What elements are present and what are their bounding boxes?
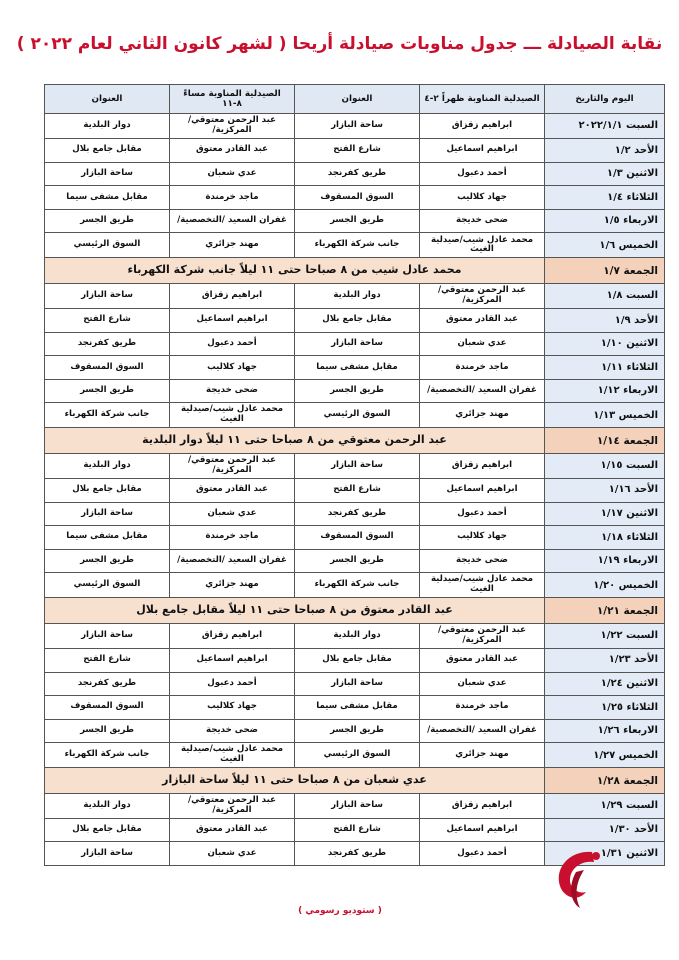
row-date: الاثنين ١/١٠ [545, 332, 665, 356]
noon-pharmacy-cell: غفران السعيد /التخصصية/ [420, 379, 545, 403]
noon-pharmacy-cell: مهند جزائري [420, 403, 545, 428]
noon-address-cell: طريق الجسر [295, 549, 420, 573]
row-date: الأحد ١/٢٣ [545, 648, 665, 672]
table-row [45, 114, 665, 139]
table-header-row [45, 85, 665, 114]
header-noon-pharmacy: الصيدلية المناوبة ظهراً ٢-٤ [420, 85, 545, 114]
row-date: الثلاثاء ١/٤ [545, 186, 665, 210]
evening-pharmacy-cell: ابراهيم زقزاق [170, 623, 295, 648]
noon-pharmacy-cell: غفران السعيد /التخصصية/ [420, 719, 545, 743]
header-evening-address: العنوان [45, 85, 170, 114]
row-date: الخميس ١/٢٠ [545, 573, 665, 598]
evening-pharmacy-cell: جهاد كلاليب [170, 356, 295, 380]
evening-address-cell: شارع الفتح [45, 648, 170, 672]
table-row [45, 696, 665, 720]
header-date: اليوم والتاريخ [545, 85, 665, 114]
evening-address-cell: شارع الفتح [45, 308, 170, 332]
noon-pharmacy-cell: عدي شعبان [420, 332, 545, 356]
friday-duty-text: محمد عادل شيب من ٨ صباحا حتى ١١ ليلاً جانب شركة الكهرباء [45, 258, 545, 284]
evening-address-cell: ساحة البازار [45, 502, 170, 526]
evening-pharmacy-cell: عبد الرحمن معتوقي/المركزية/ [170, 793, 295, 818]
noon-pharmacy-cell: جهاد كلاليب [420, 526, 545, 550]
noon-address-cell: طريق الجسر [295, 379, 420, 403]
noon-pharmacy-cell: ابراهيم زقزاق [420, 114, 545, 139]
noon-pharmacy-cell: ابراهيم اسماعيل [420, 478, 545, 502]
noon-address-cell: السوق الرئيسي [295, 403, 420, 428]
row-date: السبت ١/٢٢ [545, 623, 665, 648]
noon-address-cell: طريق كفرنجد [295, 842, 420, 866]
noon-pharmacy-cell: ابراهيم اسماعيل [420, 139, 545, 163]
noon-address-cell: مقابل مشفى سيما [295, 356, 420, 380]
row-date: الأحد ١/٩ [545, 308, 665, 332]
evening-pharmacy-cell: ضحى خديجة [170, 379, 295, 403]
evening-pharmacy-cell: أحمد دعبول [170, 332, 295, 356]
row-date: الاربعاء ١/١٩ [545, 549, 665, 573]
evening-pharmacy-cell: محمد عادل شيب/صيدلية الغيث [170, 743, 295, 768]
noon-address-cell: طريق كفرنجد [295, 502, 420, 526]
noon-address-cell: طريق كفرنجد [295, 162, 420, 186]
evening-address-cell: ساحة البازار [45, 623, 170, 648]
noon-address-cell: السوق الرئيسي [295, 743, 420, 768]
evening-address-cell: مقابل مشفى سيما [45, 526, 170, 550]
friday-row [45, 258, 665, 284]
noon-pharmacy-cell: عبد الرحمن معتوقي/المركزية/ [420, 623, 545, 648]
noon-pharmacy-cell: ابراهيم زقزاق [420, 793, 545, 818]
row-date: الاثنين ١/٣ [545, 162, 665, 186]
table-row [45, 356, 665, 380]
row-date: الاربعاء ١/٥ [545, 209, 665, 233]
table-row [45, 186, 665, 210]
evening-address-cell: السوق الرئيسي [45, 573, 170, 598]
noon-address-cell: شارع الفتح [295, 818, 420, 842]
noon-pharmacy-cell: ضحى خديجة [420, 209, 545, 233]
evening-pharmacy-cell: ضحى خديجة [170, 719, 295, 743]
noon-address-cell: ساحة البازار [295, 793, 420, 818]
noon-pharmacy-cell: أحمد دعبول [420, 502, 545, 526]
noon-address-cell: جانب شركة الكهرباء [295, 573, 420, 598]
evening-pharmacy-cell: عدي شعبان [170, 502, 295, 526]
row-date: السبت ٢٠٢٢/١/١ [545, 114, 665, 139]
schedule-body [45, 114, 665, 866]
row-date: الثلاثاء ١/١٨ [545, 526, 665, 550]
friday-row [45, 768, 665, 794]
table-row [45, 672, 665, 696]
friday-duty-text: عبد الرحمن معتوقي من ٨ صباحا حتى ١١ ليلاً دوار البلدية [45, 428, 545, 454]
table-row [45, 793, 665, 818]
table-row [45, 648, 665, 672]
evening-address-cell: مقابل جامع بلال [45, 478, 170, 502]
evening-pharmacy-cell: عبد القادر معتوق [170, 139, 295, 163]
evening-address-cell: طريق كفرنجد [45, 672, 170, 696]
noon-address-cell: مقابل مشفى سيما [295, 696, 420, 720]
noon-address-cell: طريق الجسر [295, 209, 420, 233]
noon-address-cell: دوار البلدية [295, 283, 420, 308]
evening-pharmacy-cell: ابراهيم اسماعيل [170, 308, 295, 332]
table-row [45, 308, 665, 332]
row-date: الخميس ١/٦ [545, 233, 665, 258]
evening-address-cell: دوار البلدية [45, 793, 170, 818]
table-row [45, 283, 665, 308]
studio-logo-icon [540, 842, 614, 916]
evening-address-cell: جانب شركة الكهرباء [45, 743, 170, 768]
header-noon-address: العنوان [295, 85, 420, 114]
evening-address-cell: طريق كفرنجد [45, 332, 170, 356]
noon-pharmacy-cell: أحمد دعبول [420, 842, 545, 866]
evening-address-cell: مقابل جامع بلال [45, 139, 170, 163]
noon-pharmacy-cell: محمد عادل شيب/صيدلية الغيث [420, 573, 545, 598]
table-row [45, 332, 665, 356]
header-evening-pharmacy: الصيدلية المناوبة مساءً ٨-١١ [170, 85, 295, 114]
noon-pharmacy-cell: أحمد دعبول [420, 162, 545, 186]
evening-address-cell: ساحة البازار [45, 283, 170, 308]
table-row [45, 743, 665, 768]
evening-address-cell: مقابل جامع بلال [45, 818, 170, 842]
noon-pharmacy-cell: عبد القادر معتوق [420, 648, 545, 672]
row-date: الثلاثاء ١/١١ [545, 356, 665, 380]
row-date: السبت ١/٨ [545, 283, 665, 308]
row-date: الخميس ١/٢٧ [545, 743, 665, 768]
evening-pharmacy-cell: ابراهيم اسماعيل [170, 648, 295, 672]
row-date: الخميس ١/١٣ [545, 403, 665, 428]
evening-pharmacy-cell: ماجد خرمندة [170, 526, 295, 550]
noon-pharmacy-cell: ماجد خرمندة [420, 696, 545, 720]
table-row [45, 526, 665, 550]
page-title: نقابة الصيادلة ـــ جدول مناوبات صيادلة أريحا ( لشهر كانون الثاني لعام ٢٠٢٢ ) [16, 34, 663, 54]
row-date: الاربعاء ١/٢٦ [545, 719, 665, 743]
evening-pharmacy-cell: مهند جزائري [170, 573, 295, 598]
table-row [45, 502, 665, 526]
noon-address-cell: السوق المسقوف [295, 186, 420, 210]
table-row [45, 403, 665, 428]
evening-address-cell: مقابل مشفى سيما [45, 186, 170, 210]
evening-address-cell: طريق الجسر [45, 549, 170, 573]
noon-address-cell: مقابل جامع بلال [295, 648, 420, 672]
noon-address-cell: شارع الفتح [295, 139, 420, 163]
row-date: الأحد ١/٣٠ [545, 818, 665, 842]
noon-pharmacy-cell: جهاد كلاليب [420, 186, 545, 210]
evening-address-cell: ساحة البازار [45, 842, 170, 866]
table-row [45, 478, 665, 502]
noon-pharmacy-cell: عدي شعبان [420, 672, 545, 696]
evening-pharmacy-cell: عبد الرحمن معتوقي/المركزية/ [170, 114, 295, 139]
friday-row [45, 598, 665, 624]
noon-address-cell: طريق الجسر [295, 719, 420, 743]
row-date: الاثنين ١/١٧ [545, 502, 665, 526]
row-date: الجمعة ١/٢٨ [545, 768, 665, 794]
evening-pharmacy-cell: غفران السعيد /التخصصية/ [170, 549, 295, 573]
table-row [45, 162, 665, 186]
table-row [45, 453, 665, 478]
table-row [45, 233, 665, 258]
evening-pharmacy-cell: عدي شعبان [170, 842, 295, 866]
noon-pharmacy-cell: عبد القادر معتوق [420, 308, 545, 332]
evening-address-cell: طريق الجسر [45, 719, 170, 743]
noon-pharmacy-cell: ضحى خديجة [420, 549, 545, 573]
evening-address-cell: دوار البلدية [45, 114, 170, 139]
noon-address-cell: دوار البلدية [295, 623, 420, 648]
evening-pharmacy-cell: مهند جزائري [170, 233, 295, 258]
row-date: الاثنين ١/٢٤ [545, 672, 665, 696]
table-row [45, 379, 665, 403]
row-date: الجمعة ١/٧ [545, 258, 665, 284]
evening-pharmacy-cell: عبد القادر معتوق [170, 818, 295, 842]
noon-address-cell: مقابل جامع بلال [295, 308, 420, 332]
evening-address-cell: دوار البلدية [45, 453, 170, 478]
noon-address-cell: ساحة البازار [295, 672, 420, 696]
noon-address-cell: ساحة البازار [295, 114, 420, 139]
evening-address-cell: ساحة البازار [45, 162, 170, 186]
row-date: الثلاثاء ١/٢٥ [545, 696, 665, 720]
row-date: السبت ١/١٥ [545, 453, 665, 478]
noon-address-cell: ساحة البازار [295, 453, 420, 478]
evening-address-cell: جانب شركة الكهرباء [45, 403, 170, 428]
evening-pharmacy-cell: جهاد كلاليب [170, 696, 295, 720]
evening-pharmacy-cell: غفران السعيد /التخصصية/ [170, 209, 295, 233]
noon-address-cell: جانب شركة الكهرباء [295, 233, 420, 258]
evening-address-cell: السوق المسقوف [45, 696, 170, 720]
table-row [45, 209, 665, 233]
friday-row [45, 428, 665, 454]
noon-pharmacy-cell: ابراهيم اسماعيل [420, 818, 545, 842]
noon-pharmacy-cell: عبد الرحمن معتوقي/المركزية/ [420, 283, 545, 308]
row-date: الجمعة ١/٢١ [545, 598, 665, 624]
row-date: الأحد ١/٢ [545, 139, 665, 163]
row-date: الجمعة ١/١٤ [545, 428, 665, 454]
noon-pharmacy-cell: ابراهيم زقزاق [420, 453, 545, 478]
table-row [45, 139, 665, 163]
row-date: السبت ١/٢٩ [545, 793, 665, 818]
table-row [45, 549, 665, 573]
evening-address-cell: السوق المسقوف [45, 356, 170, 380]
evening-address-cell: طريق الجسر [45, 209, 170, 233]
table-row [45, 818, 665, 842]
evening-pharmacy-cell: عبد القادر معتوق [170, 478, 295, 502]
noon-address-cell: ساحة البازار [295, 332, 420, 356]
evening-address-cell: السوق الرئيسي [45, 233, 170, 258]
noon-pharmacy-cell: محمد عادل شيب/صيدلية الغيث [420, 233, 545, 258]
evening-pharmacy-cell: ابراهيم زقزاق [170, 283, 295, 308]
evening-pharmacy-cell: ماجد خرمندة [170, 186, 295, 210]
row-date: الاربعاء ١/١٢ [545, 379, 665, 403]
evening-address-cell: طريق الجسر [45, 379, 170, 403]
noon-address-cell: شارع الفتح [295, 478, 420, 502]
row-date: الاثنين ١/٣١ [545, 842, 665, 866]
friday-duty-text: عدي شعبان من ٨ صباحا حتى ١١ ليلاً ساحة البازار [45, 768, 545, 794]
footer-credit: ( ستوديو رسومي ) [298, 906, 382, 916]
evening-pharmacy-cell: عبد الرحمن معتوقي/المركزية/ [170, 453, 295, 478]
table-row [45, 623, 665, 648]
friday-duty-text: عبد القادر معتوق من ٨ صباحا حتى ١١ ليلاً مقابل جامع بلال [45, 598, 545, 624]
row-date: الأحد ١/١٦ [545, 478, 665, 502]
noon-pharmacy-cell: مهند جزائري [420, 743, 545, 768]
table-row [45, 573, 665, 598]
evening-pharmacy-cell: محمد عادل شيب/صيدلية الغيث [170, 403, 295, 428]
noon-address-cell: السوق المسقوف [295, 526, 420, 550]
duty-schedule-table [44, 84, 665, 866]
evening-pharmacy-cell: عدي شعبان [170, 162, 295, 186]
noon-pharmacy-cell: ماجد خرمندة [420, 356, 545, 380]
evening-pharmacy-cell: أحمد دعبول [170, 672, 295, 696]
table-row [45, 719, 665, 743]
